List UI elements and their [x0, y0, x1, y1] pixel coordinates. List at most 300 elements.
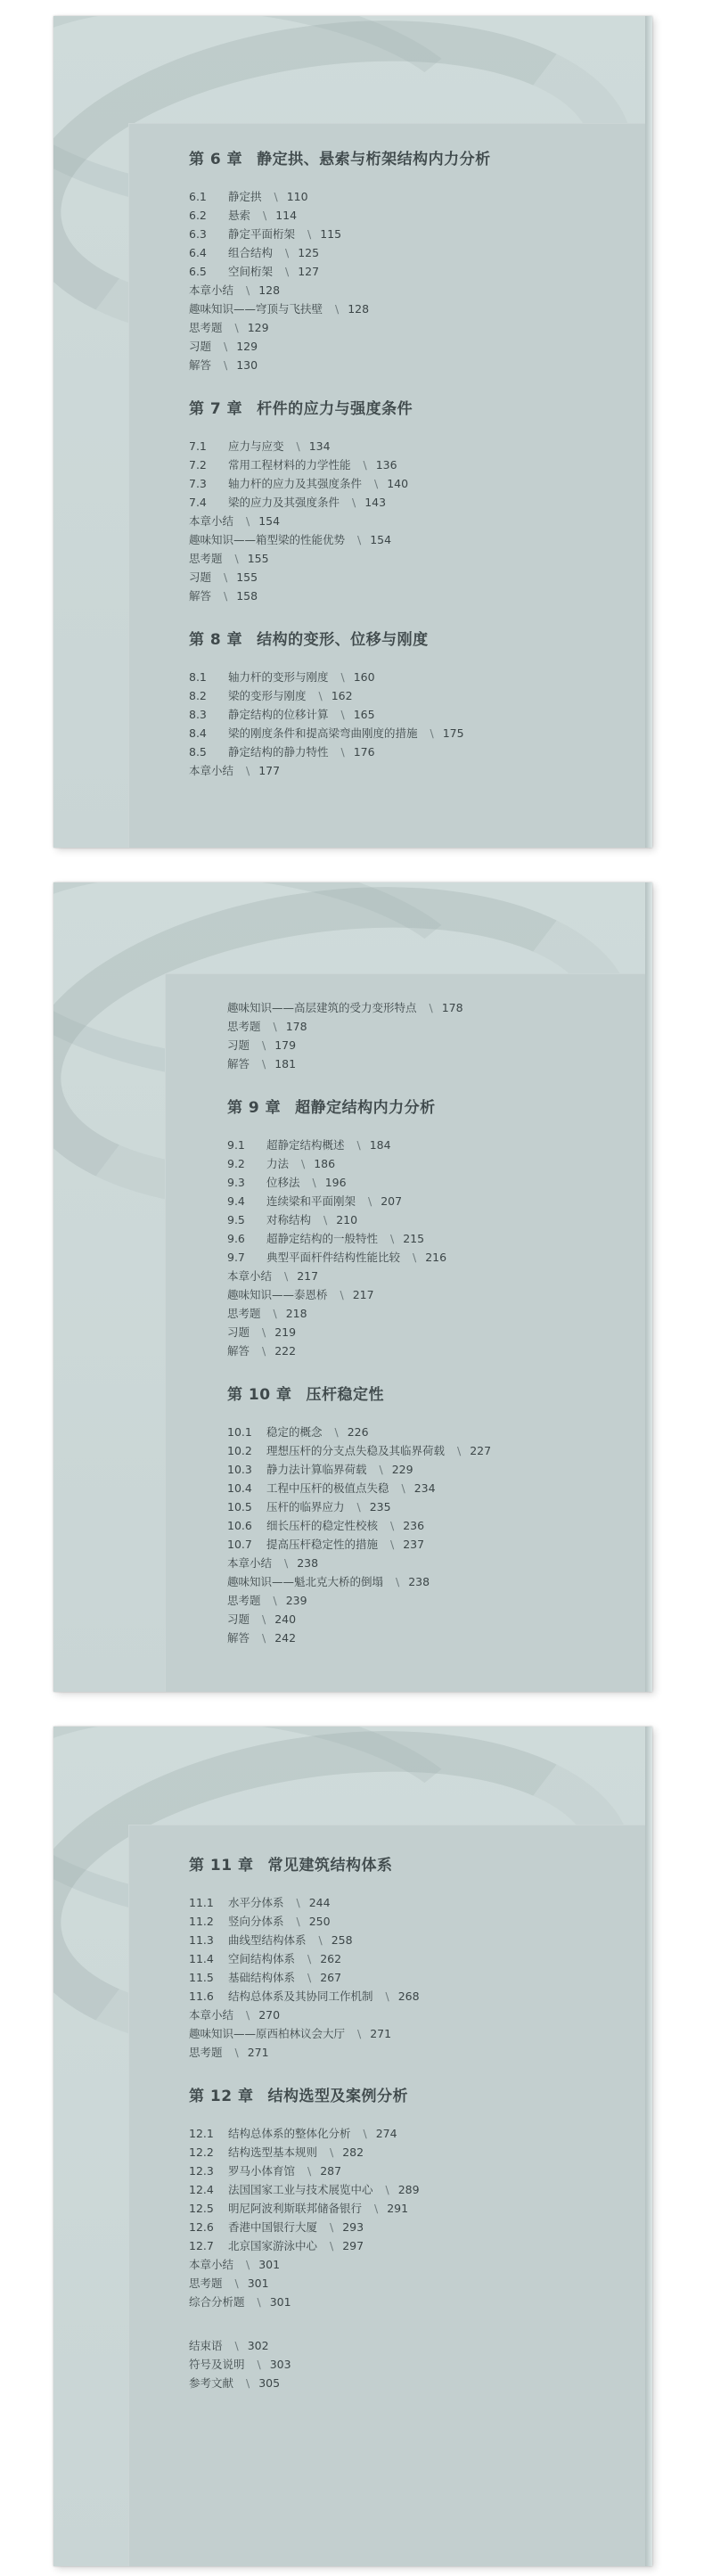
toc-entry[interactable] [227, 1535, 491, 1554]
page-number: 136 [375, 458, 397, 472]
page-separator: \ [296, 1896, 300, 1909]
section-number: 11.6 [189, 1989, 214, 2003]
page-separator: \ [318, 689, 323, 702]
section-number: 9.4 [227, 1194, 245, 1208]
toc-entry[interactable] [189, 568, 491, 587]
page-number: 268 [397, 1989, 420, 2003]
chapter-section [227, 1385, 491, 1647]
entry-title: 习题 [189, 340, 212, 353]
page-separator: \ [390, 1519, 395, 1532]
toc-entry[interactable] [227, 1591, 491, 1610]
section-number: 8.4 [189, 726, 207, 740]
entry-title: 本章小结 [227, 1269, 273, 1283]
toc-entry[interactable] [227, 1229, 491, 1248]
toc-entry[interactable] [189, 243, 491, 262]
page-number: 227 [470, 1444, 492, 1457]
page-separator: \ [379, 1463, 383, 1476]
entry-title: 组合结构 [228, 246, 274, 259]
section-number: 8.5 [189, 745, 207, 759]
section-number: 12.6 [189, 2220, 214, 2234]
toc-entry[interactable] [189, 1912, 420, 1931]
section-number: 8.1 [189, 670, 207, 684]
section-number: 12.2 [189, 2145, 214, 2159]
entry-title: 本章小结 [189, 2008, 234, 2022]
toc-entry[interactable] [189, 2006, 420, 2024]
page-number: 235 [369, 1500, 391, 1514]
section-number: 7.1 [189, 439, 207, 453]
page-separator: \ [307, 2164, 312, 2178]
toc-entry[interactable] [189, 455, 491, 474]
entry-title: 解答 [189, 358, 212, 372]
toc-entry[interactable] [189, 281, 491, 299]
chapter-title [189, 2087, 420, 2106]
toc-entry[interactable] [189, 686, 491, 705]
entry-title: 水平分体系 [228, 1896, 284, 1909]
page-spine [645, 882, 652, 1692]
page-separator: \ [429, 1001, 433, 1014]
page-separator: \ [262, 1325, 266, 1339]
toc-entry[interactable] [227, 1054, 491, 1073]
toc-entry-list [189, 2336, 420, 2392]
entry-title: 本章小结 [227, 1556, 273, 1570]
entry-title: 力法 [266, 1157, 290, 1170]
page-separator: \ [368, 1194, 372, 1208]
toc-entry-list [189, 437, 491, 605]
toc-entry[interactable] [227, 1423, 491, 1441]
toc-entry[interactable] [189, 1931, 420, 1949]
toc-entry[interactable] [227, 1267, 491, 1285]
page-number: 184 [369, 1138, 391, 1152]
entry-title: 趣味知识——高层建筑的受力变形特点 [227, 1001, 417, 1014]
section-number: 12.3 [189, 2164, 214, 2178]
page-separator: \ [224, 358, 228, 372]
toc-entry[interactable] [189, 318, 491, 337]
page-separator: \ [234, 2339, 239, 2352]
page-number: 128 [348, 302, 370, 316]
toc-entry[interactable] [189, 705, 491, 724]
page-number: 129 [236, 340, 258, 353]
toc-entry[interactable] [227, 1285, 491, 1304]
toc-entry[interactable] [189, 206, 491, 225]
page-number: 303 [269, 2358, 291, 2371]
chapter-title [189, 150, 491, 169]
section-number: 6.4 [189, 246, 207, 259]
page-number: 218 [285, 1307, 307, 1320]
chapter-title [189, 1856, 420, 1875]
chapter-title [227, 1385, 491, 1405]
toc-entry[interactable] [189, 1968, 420, 1987]
toc-entry[interactable] [227, 1304, 491, 1323]
toc-entry[interactable] [189, 2336, 420, 2355]
toc-entry-list [227, 998, 491, 1073]
page-separator: \ [234, 552, 239, 565]
toc-entry[interactable] [189, 2024, 420, 2043]
toc-entry[interactable] [189, 2274, 420, 2293]
section-number: 11.5 [189, 1971, 214, 1984]
chapter-name: 压杆稳定性 [306, 1386, 384, 1404]
page-separator: \ [374, 477, 379, 490]
toc-entry[interactable] [189, 530, 491, 549]
entry-title: 连续梁和平面刚架 [266, 1194, 356, 1208]
toc-entry[interactable] [227, 1554, 491, 1572]
section-number: 10.7 [227, 1538, 252, 1551]
entry-title: 应力与应变 [228, 439, 284, 453]
toc-entry[interactable] [227, 1572, 491, 1591]
toc-entry[interactable] [189, 2374, 420, 2392]
entry-title: 本章小结 [189, 283, 234, 297]
toc-entry[interactable] [227, 1441, 491, 1460]
section-number: 10.1 [227, 1425, 252, 1439]
section-number: 11.2 [189, 1915, 214, 1928]
page-number: 258 [331, 1933, 353, 1947]
entry-title: 提高压杆稳定性的措施 [266, 1538, 379, 1551]
page-separator: \ [246, 2008, 250, 2022]
toc-entry-list [189, 187, 491, 374]
page-spine [645, 1727, 652, 2566]
page-separator: \ [273, 1020, 277, 1033]
entry-title: 悬索 [228, 209, 251, 222]
toc-entry[interactable] [189, 1893, 420, 1912]
chapter-section [189, 399, 491, 605]
toc-entry[interactable] [227, 1192, 491, 1210]
page-number: 239 [285, 1594, 307, 1607]
page-separator: \ [262, 1631, 266, 1645]
page-number: 176 [353, 745, 375, 759]
chapter-title [227, 1098, 491, 1118]
chapter-section [227, 998, 491, 1073]
page-number: 244 [308, 1896, 331, 1909]
page-separator: \ [262, 1344, 266, 1358]
page-separator: \ [274, 190, 278, 203]
page-number: 302 [247, 2339, 269, 2352]
chapter-name: 静定拱、悬索与桁架结构内力分析 [257, 151, 491, 168]
page-number: 210 [336, 1213, 358, 1226]
page-separator: \ [390, 1538, 395, 1551]
page-number: 178 [441, 1001, 463, 1014]
entry-title: 静定拱 [228, 190, 262, 203]
entry-title: 参考文献 [189, 2376, 234, 2390]
page-separator: \ [285, 246, 290, 259]
page-number: 125 [298, 246, 320, 259]
page-separator: \ [246, 2376, 250, 2390]
page-number: 207 [381, 1194, 403, 1208]
entry-title: 趣味知识——穹顶与飞扶壁 [189, 302, 323, 316]
entry-title: 超静定结构概述 [266, 1138, 345, 1152]
toc-entry[interactable] [189, 742, 491, 761]
page-separator: \ [323, 1213, 328, 1226]
page-separator: \ [413, 1251, 417, 1264]
entry-title: 本章小结 [189, 764, 234, 777]
toc-entry[interactable] [227, 1341, 491, 1360]
toc-entry[interactable] [189, 2199, 420, 2218]
page-number: 175 [442, 726, 464, 740]
entry-title: 解答 [227, 1344, 250, 1358]
section-number: 11.3 [189, 1933, 214, 1947]
page-separator: \ [273, 1307, 277, 1320]
entry-title: 结构选型基本规则 [228, 2145, 318, 2159]
entry-title: 静定结构的位移计算 [228, 708, 329, 721]
entry-title: 静定平面桁架 [228, 227, 296, 241]
toc-entry[interactable] [189, 724, 491, 742]
page-separator: \ [330, 2220, 334, 2234]
toc-entry[interactable] [227, 998, 491, 1017]
page-number: 177 [258, 764, 281, 777]
page-separator: \ [257, 2358, 261, 2371]
page-separator: \ [262, 1612, 266, 1626]
toc-entry[interactable] [189, 668, 491, 686]
page-number: 215 [403, 1232, 425, 1245]
toc-entry[interactable] [189, 2043, 420, 2062]
entry-title: 思考题 [189, 2046, 223, 2059]
toc-entry[interactable] [189, 2355, 420, 2374]
toc-entry[interactable] [227, 1017, 491, 1036]
page-separator: \ [284, 1556, 289, 1570]
entry-title: 位移法 [266, 1176, 300, 1189]
toc-entry[interactable] [189, 299, 491, 318]
toc-entry[interactable] [189, 1949, 420, 1968]
toc-entry[interactable] [227, 1323, 491, 1341]
page-number: 297 [342, 2239, 364, 2252]
toc-entry[interactable] [189, 474, 491, 493]
entry-title: 梁的应力及其强度条件 [228, 496, 340, 509]
section-number: 7.2 [189, 458, 207, 472]
page-number: 160 [353, 670, 375, 684]
page-number: 282 [342, 2145, 364, 2159]
entry-title: 解答 [227, 1057, 250, 1071]
toc-entry[interactable] [227, 1036, 491, 1054]
page-separator: \ [224, 589, 228, 603]
entry-title: 压杆的临界应力 [266, 1500, 345, 1514]
section-number: 6.1 [189, 190, 207, 203]
page-separator: \ [357, 533, 362, 546]
section-number: 12.7 [189, 2239, 214, 2252]
page-number: 155 [247, 552, 269, 565]
toc-entry[interactable] [189, 337, 491, 356]
page-separator: \ [307, 1952, 312, 1965]
chapter-number: 第 6 章 [189, 151, 243, 168]
page-number: 236 [403, 1519, 425, 1532]
entry-title: 趣味知识——原西柏林议会大厅 [189, 2027, 346, 2040]
toc-page-2 [53, 882, 652, 1692]
page-number: 238 [408, 1575, 430, 1588]
toc-entry[interactable] [227, 1497, 491, 1516]
page-number: 291 [387, 2202, 409, 2215]
page-number: 301 [269, 2295, 291, 2309]
page-number: 237 [403, 1538, 425, 1551]
page-number: 155 [236, 570, 258, 584]
page-separator: \ [363, 458, 367, 472]
page-number: 114 [275, 209, 298, 222]
page-number: 127 [298, 265, 320, 278]
page-separator: \ [301, 1157, 306, 1170]
toc-entry-list [189, 1893, 420, 2062]
toc-entry[interactable] [189, 549, 491, 568]
page-number: 267 [320, 1971, 342, 1984]
toc-entry[interactable] [227, 1460, 491, 1479]
page-separator: \ [307, 1971, 312, 1984]
toc-entry[interactable] [189, 1987, 420, 2006]
page-number: 238 [297, 1556, 319, 1570]
page-separator: \ [307, 227, 312, 241]
page-number: 234 [413, 1481, 436, 1495]
chapter-number: 第 10 章 [227, 1386, 292, 1404]
toc-entry[interactable] [189, 2162, 420, 2180]
page-number: 165 [353, 708, 375, 721]
chapter-section [189, 2087, 420, 2311]
page-number: 143 [364, 496, 387, 509]
entry-title: 工程中压杆的极值点失稳 [266, 1481, 389, 1495]
toc-content [189, 150, 491, 780]
page-number: 226 [347, 1425, 369, 1439]
chapter-section [189, 630, 491, 780]
page-separator: \ [224, 570, 228, 584]
entry-title: 结构总体系及其协同工作机制 [228, 1989, 373, 2003]
toc-entry[interactable] [227, 1479, 491, 1497]
toc-entry[interactable] [189, 2255, 420, 2274]
page-separator: \ [457, 1444, 462, 1457]
entry-title: 结束语 [189, 2339, 223, 2352]
entry-title: 结构总体系的整体化分析 [228, 2127, 351, 2140]
page-separator: \ [263, 209, 267, 222]
entry-title: 梁的刚度条件和提高梁弯曲刚度的措施 [228, 726, 418, 740]
section-number: 8.2 [189, 689, 207, 702]
toc-entry[interactable] [189, 187, 491, 206]
page-number: 301 [247, 2277, 269, 2290]
page-separator: \ [356, 1138, 361, 1152]
entry-title: 对称结构 [266, 1213, 312, 1226]
entry-title: 思考题 [189, 321, 223, 334]
page-number: 178 [285, 1020, 307, 1033]
entry-title: 梁的变形与刚度 [228, 689, 307, 702]
entry-title: 本章小结 [189, 514, 234, 528]
toc-entry[interactable] [189, 2218, 420, 2236]
toc-entry[interactable] [189, 437, 491, 455]
toc-entry[interactable] [227, 1173, 491, 1192]
page-number: 162 [331, 689, 353, 702]
toc-entry[interactable] [189, 262, 491, 281]
page-separator: \ [385, 2183, 389, 2196]
page-separator: \ [234, 2277, 239, 2290]
section-number: 8.3 [189, 708, 207, 721]
page-number: 271 [370, 2027, 392, 2040]
toc-entry[interactable] [227, 1628, 491, 1647]
page-separator: \ [284, 1269, 289, 1283]
section-number: 10.3 [227, 1463, 252, 1476]
entry-title: 思考题 [227, 1594, 261, 1607]
page-separator: \ [340, 708, 345, 721]
entry-title: 细长压杆的稳定性校核 [266, 1519, 379, 1532]
page-separator: \ [330, 2145, 334, 2159]
toc-entry[interactable] [227, 1154, 491, 1173]
section-number: 10.5 [227, 1500, 252, 1514]
toc-content [227, 998, 491, 1647]
entry-title: 明尼阿波利斯联邦储备银行 [228, 2202, 363, 2215]
entry-title: 静力法计算临界荷载 [266, 1463, 367, 1476]
toc-entry[interactable] [227, 1210, 491, 1229]
entry-title: 思考题 [227, 1020, 261, 1033]
chapter-number: 第 12 章 [189, 2088, 254, 2105]
section-number: 9.1 [227, 1138, 245, 1152]
page-separator: \ [401, 1481, 405, 1495]
page-number: 287 [320, 2164, 342, 2178]
section-number: 12.1 [189, 2127, 214, 2140]
page-number: 129 [247, 321, 269, 334]
toc-entry[interactable] [189, 761, 491, 780]
page-number: 242 [274, 1631, 297, 1645]
toc-entry[interactable] [227, 1610, 491, 1628]
toc-page-1 [53, 16, 652, 848]
toc-entry[interactable] [227, 1248, 491, 1267]
toc-entry[interactable] [189, 2143, 420, 2162]
chapter-number: 第 9 章 [227, 1099, 282, 1117]
chapter-name: 常见建筑结构体系 [267, 1857, 393, 1875]
toc-entry[interactable] [189, 225, 491, 243]
page-number: 240 [274, 1612, 297, 1626]
section-number: 9.7 [227, 1251, 245, 1264]
entry-title: 常用工程材料的力学性能 [228, 458, 351, 472]
section-number: 10.6 [227, 1519, 252, 1532]
section-number: 12.4 [189, 2183, 214, 2196]
toc-entry[interactable] [189, 356, 491, 374]
page-number: 181 [274, 1057, 297, 1071]
page-separator: \ [257, 2295, 261, 2309]
entry-title: 趣味知识——魁北克大桥的倒塌 [227, 1575, 384, 1588]
page-number: 293 [342, 2220, 364, 2234]
entry-title: 习题 [227, 1038, 250, 1052]
page-number: 158 [236, 589, 258, 603]
toc-entry[interactable] [227, 1516, 491, 1535]
entry-title: 趣味知识——箱型梁的性能优势 [189, 533, 346, 546]
page-separator: \ [273, 1594, 277, 1607]
entry-title: 轴力杆的应力及其强度条件 [228, 477, 363, 490]
toc-entry[interactable] [189, 2124, 420, 2143]
entry-title: 思考题 [227, 1307, 261, 1320]
entry-title: 解答 [227, 1631, 250, 1645]
page-number: 305 [258, 2376, 281, 2390]
toc-entry[interactable] [189, 587, 491, 605]
toc-entry[interactable] [189, 2236, 420, 2255]
page-number: 130 [236, 358, 258, 372]
page-separator: \ [385, 1989, 389, 2003]
page-number: 229 [391, 1463, 413, 1476]
toc-page-3 [53, 1727, 652, 2566]
toc-entry[interactable] [189, 2180, 420, 2199]
entry-title: 稳定的概念 [266, 1425, 323, 1439]
toc-entry[interactable] [189, 493, 491, 512]
page-separator: \ [390, 1232, 395, 1245]
page-number: 115 [320, 227, 342, 241]
toc-entry[interactable] [227, 1136, 491, 1154]
section-number: 7.3 [189, 477, 207, 490]
entry-title: 超静定结构的一般特性 [266, 1232, 379, 1245]
section-number: 11.4 [189, 1952, 214, 1965]
entry-title: 本章小结 [189, 2258, 234, 2271]
toc-entry[interactable] [189, 512, 491, 530]
entry-title: 竖向分体系 [228, 1915, 284, 1928]
page-separator: \ [352, 496, 356, 509]
entry-title: 基础结构体系 [228, 1971, 296, 1984]
page-number: 128 [258, 283, 281, 297]
entry-title: 空间桁架 [228, 265, 274, 278]
chapter-section [227, 1098, 491, 1360]
page-separator: \ [262, 1038, 266, 1052]
chapter-name: 杆件的应力与强度条件 [257, 400, 413, 418]
toc-entry[interactable] [189, 2293, 420, 2311]
page-separator: \ [340, 1288, 344, 1301]
page-number: 186 [314, 1157, 336, 1170]
page-separator: \ [296, 439, 300, 453]
page-number: 271 [247, 2046, 269, 2059]
